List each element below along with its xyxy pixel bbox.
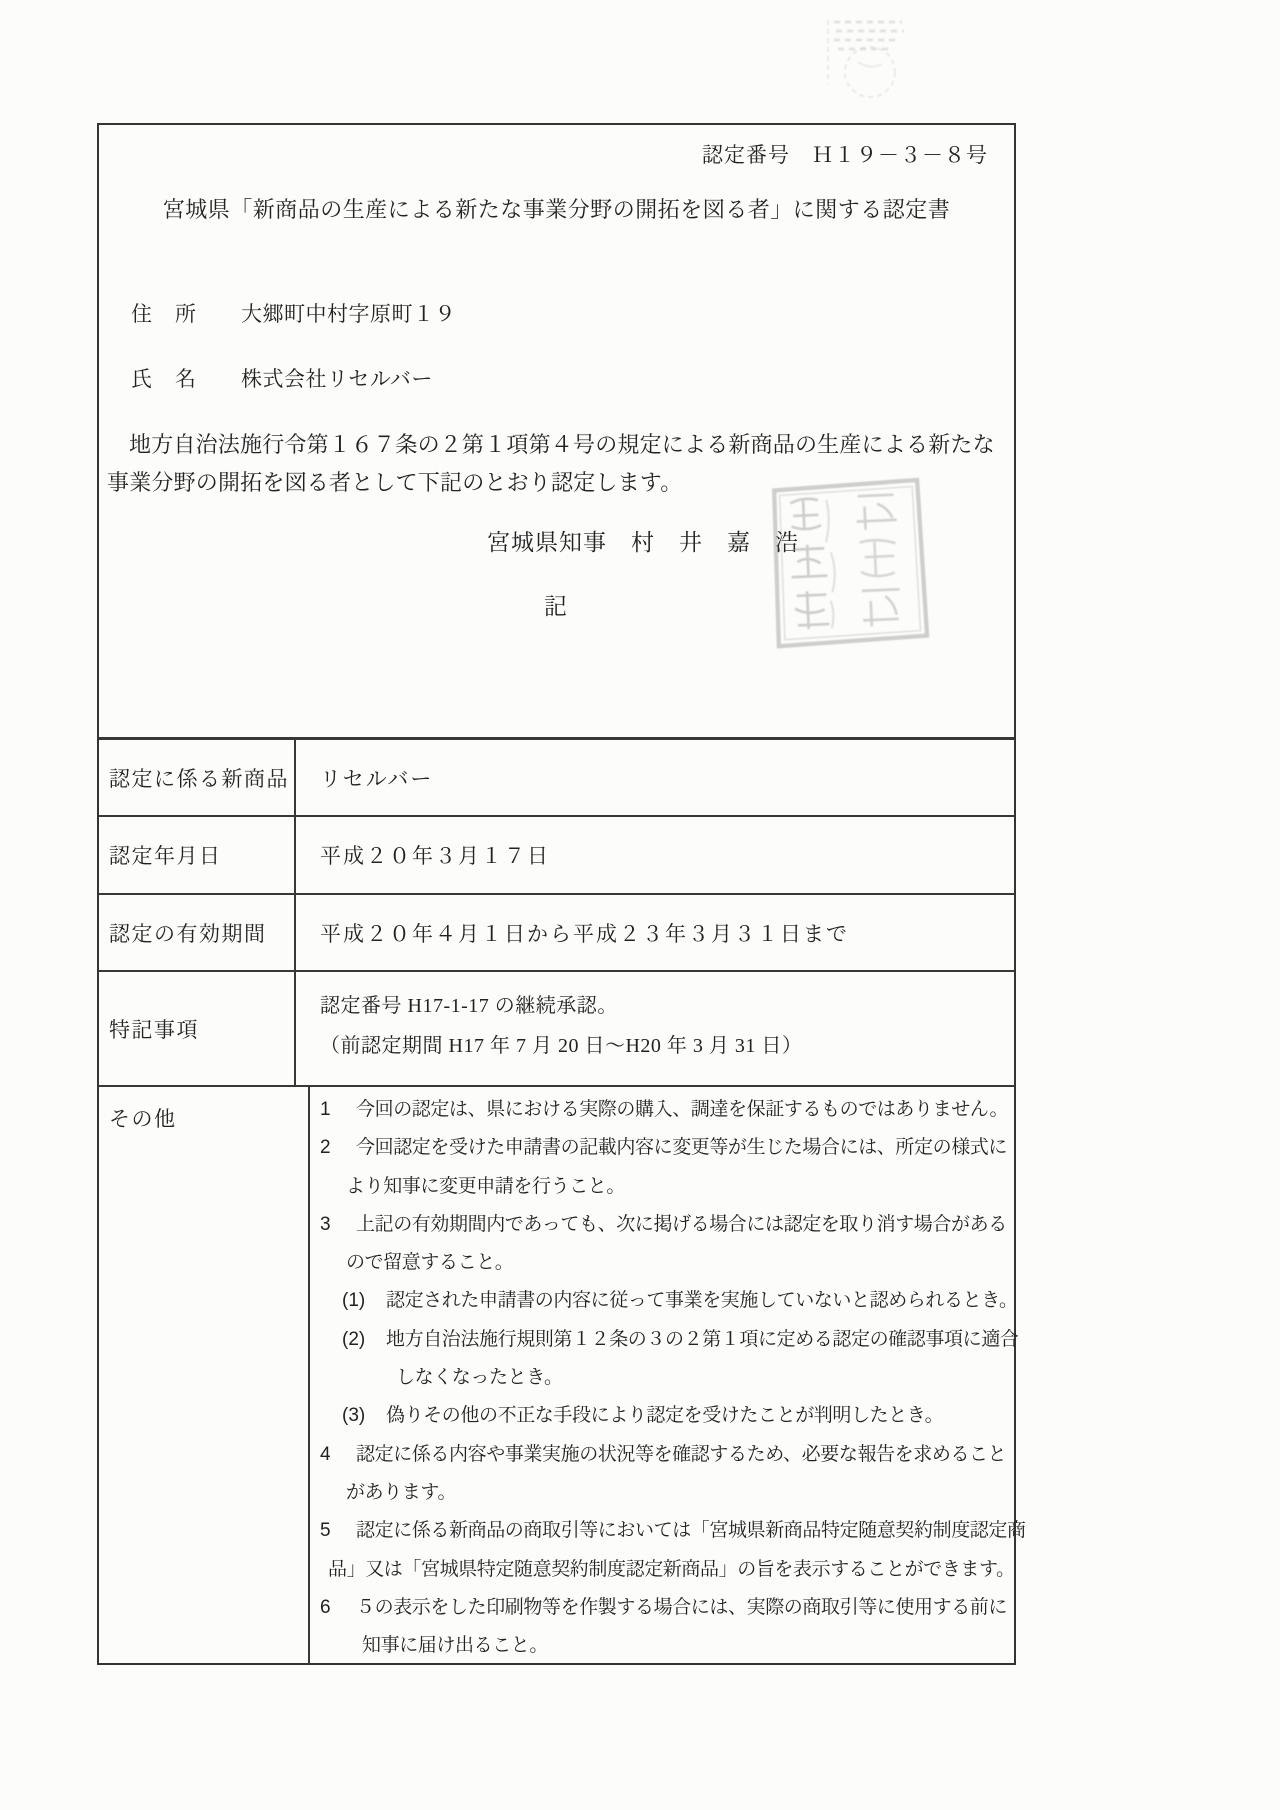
cert-number: 認定番号 Ｈ１９－３－８号 [702, 144, 988, 167]
table-row [99, 815, 1014, 893]
misc-item-line [310, 1627, 1026, 1665]
ki-heading: 記 [544, 593, 569, 619]
item-number: 2 [320, 1137, 331, 1159]
item-text: ので留意すること。 [346, 1252, 514, 1274]
name-label: 氏 名 [131, 368, 197, 391]
table-row [99, 893, 1014, 970]
item-number: 4 [320, 1443, 331, 1465]
misc-item-line [310, 1589, 1026, 1627]
item-text: しなくなったとき。 [396, 1367, 563, 1389]
item-text: 偽りその他の不正な手段により認定を受けたことが判明したとき。 [386, 1405, 944, 1427]
misc-item-line [310, 1168, 1026, 1206]
misc-item-line [310, 1512, 1026, 1550]
table-row [99, 970, 1014, 1085]
item-number: (2) [342, 1328, 366, 1350]
item-text: 上記の有効期間内であっても、次に掲げる場合には認定を取り消す場合がある [356, 1213, 1007, 1235]
document-title: 宮城県「新商品の生産による新たな事業分野の開拓を図る者」に関する認定書 [162, 197, 951, 222]
governor-signature: 宮城県知事 村 井 嘉 浩 [487, 529, 799, 555]
misc-item-line [310, 1436, 1026, 1474]
row-label: 認定年月日 [99, 817, 296, 893]
special-note-line: （前認定期間 H17 年 7 月 20 日～H20 年 3 月 31 日） [320, 1035, 803, 1057]
item-number: (1) [342, 1290, 366, 1312]
item-number: 3 [320, 1213, 331, 1235]
misc-item-line [310, 1091, 1026, 1129]
item-text: 認定に係る内容や事業実施の状況等を確認するため、必要な報告を求めること [356, 1443, 1007, 1465]
item-text: 地方自治法施行規則第１２条の３の２第１項に定める認定の確認事項に適合 [386, 1328, 1019, 1350]
misc-item-line [310, 1321, 1026, 1359]
misc-item-line [310, 1474, 1026, 1512]
misc-item-line [310, 1206, 1026, 1244]
faint-corner-stamp-icon [818, 10, 914, 106]
item-text: 認定された申請書の内容に従って事業を実施していないと認められるとき。 [386, 1290, 1018, 1312]
misc-item-line [310, 1551, 1026, 1589]
address-value: 大郷町中村字原町１９ [241, 303, 456, 326]
item-text: 品」又は「宮城県特定随意契約制度認定新商品」の旨を表示することができます。 [328, 1558, 1015, 1580]
misc-item-line [310, 1244, 1026, 1282]
item-text: 今回認定を受けた申請書の記載内容に変更等が生じた場合には、所定の様式に [356, 1137, 1008, 1159]
item-number: 5 [320, 1520, 331, 1542]
special-note-line: 認定番号 H17-1-17 の継続承認。 [320, 995, 618, 1017]
address-label: 住 所 [131, 303, 197, 326]
misc-item-line [310, 1129, 1026, 1167]
body-line: 地方自治法施行令第１６７条の２第１項第４号の規定による新商品の生産による新たな [129, 432, 995, 457]
misc-list [310, 1087, 1026, 1663]
row-value: 平成２０年３月１７日 [320, 845, 550, 868]
item-text: 今回の認定は、県における実際の購入、調達を保証するものではありません。 [356, 1099, 1009, 1120]
row-label: 特記事項 [99, 972, 296, 1085]
item-text: 知事に届け出ること。 [362, 1635, 549, 1657]
row-value: 平成２０年４月１日から平成２３年３月３１日まで [320, 922, 849, 946]
item-text: より知事に変更申請を行うこと。 [346, 1175, 626, 1197]
certificate-table [99, 737, 1026, 1663]
row-label: その他 [99, 1087, 310, 1663]
misc-item-line [310, 1282, 1026, 1320]
certificate-box [97, 123, 1026, 1665]
item-number: 1 [320, 1099, 331, 1120]
row-value [296, 972, 1014, 1085]
item-number: 6 [320, 1596, 331, 1618]
name-field [131, 363, 433, 393]
item-text: ５の表示をした印刷物等を作製する場合には、実際の商取引等に使用する前に [356, 1596, 1008, 1618]
row-value: リセルバー [320, 767, 434, 791]
row-label: 認定の有効期間 [99, 895, 296, 970]
governor-seal-icon [766, 474, 931, 651]
item-text: 認定に係る新商品の商取引等においては「宮城県新商品特定随意契約制度認定商 [356, 1520, 1026, 1542]
item-number: (3) [342, 1405, 366, 1427]
row-label: 認定に係る新商品 [99, 740, 296, 815]
item-text: があります。 [346, 1481, 457, 1503]
misc-item-line [310, 1359, 1026, 1397]
table-row [99, 737, 1014, 815]
name-value: 株式会社リセルバー [241, 368, 433, 391]
body-line: 事業分野の開拓を図る者として下記のとおり認定します。 [107, 470, 683, 495]
misc-item-line [310, 1397, 1026, 1435]
address-field [131, 298, 456, 328]
table-row [99, 1085, 1026, 1663]
